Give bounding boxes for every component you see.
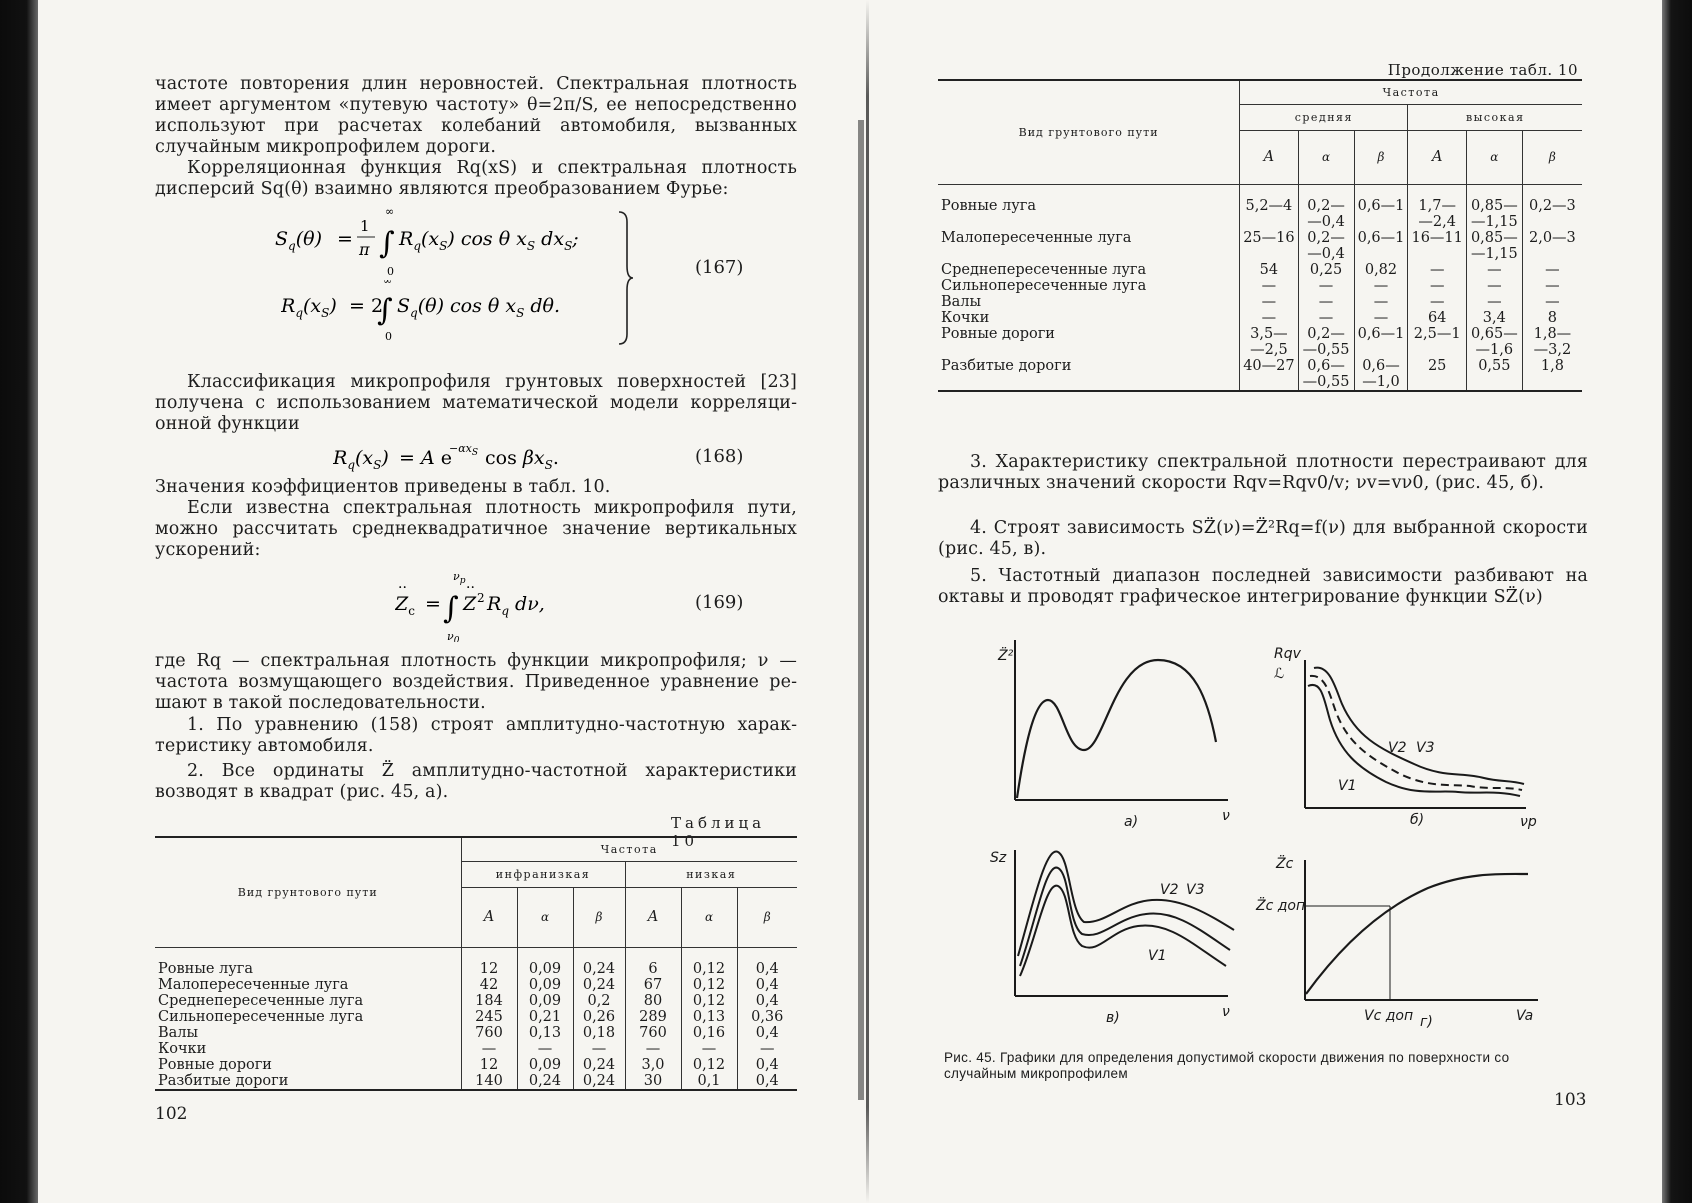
svg-text:∞: ∞ [385,207,395,218]
svg-text:π: π [359,240,370,259]
svg-text:Rq(xS): $R_q(x_S)$ [281,295,337,320]
panel-b-tag: б) [1410,812,1425,828]
page-gutter [866,0,869,1203]
table-cell: — [517,1041,573,1057]
table-10-col-header: α [517,887,573,947]
svg-text:··: ·· [398,580,407,596]
paragraph-3: Классификация микропрофиля грунтовых поверхностей [23] получена с использованием математической модели корреляционной функции [155,372,797,434]
row-label: Ровные луга [941,198,1037,214]
table-cell: 0,26 [573,1009,625,1025]
row-label: Сильнопересеченные луга [158,1009,364,1025]
table-10-body [155,947,797,1090]
figure-45-caption: Рис. 45. Графики для определения допустимой скорости движения по поверхности со случайным микропрофилем [944,1050,1510,1081]
table-10-sub-header-1: инфранизкая [461,861,625,887]
svg-text:0: 0 [387,265,394,277]
svg-text:=: = [425,593,441,615]
paragraph-1: частоте повторения длин неровностей. Спектральная плотность имеет аргументом «путевую частоту» θ=2π/S, ее непосредственно используют при расчетах колебаний автомобиля, вызванных случайным микропрофилем дороги. [155,74,797,157]
table-cell: — [625,1041,681,1057]
table-cell: — [1354,310,1408,326]
table-row [938,326,1582,358]
table-cell: — [1466,294,1522,310]
panel-d-xlabel: Va [1516,1008,1534,1024]
table-cell: 67 [625,977,681,993]
table-10c-col-header: α [1298,130,1354,184]
table-cell: 64 [1408,310,1466,326]
table-cell: — [573,1041,625,1057]
table-10-col-header: β [737,887,797,947]
panel-c-curve-v3 [1018,852,1234,956]
table-row [155,977,797,993]
table-row [938,230,1582,262]
fig45-panel-d [1255,855,1538,1030]
table-spacer [938,184,1582,198]
table-cell: 289 [625,1009,681,1025]
table-10c-col-header: A [1240,130,1298,184]
table-cell: — [1466,262,1522,278]
table-cell: — [1240,294,1298,310]
panel-c-tag: в) [1106,1010,1120,1026]
row-label: Среднепересеченные луга [158,993,364,1009]
table-row [155,961,797,977]
table-cell: 0,09 [517,977,573,993]
table-cell: 760 [461,1025,517,1041]
table-cell: 0,4 [737,993,797,1009]
panel-a-ylabel: Z̈² [998,648,1014,664]
panel-b-curve-v2 [1310,676,1522,790]
panel-b-label-v3: V3 [1416,740,1435,756]
row-label: Валы [941,294,982,310]
table-cell: 0,09 [517,1057,573,1073]
table-10c-rowlabel-header: Вид грунтового пути [938,80,1240,184]
formula-167-line2 [281,280,571,345]
table-10c-col-header: α [1466,130,1522,184]
paragraph-2: Корреляционная функция Rq(xS) и спектральная плотность дисперсий Sq(θ) взаимно являются преобразованием Фурье: [155,158,797,199]
table-10c-col-header: β [1354,130,1408,184]
table-cell: — [1354,294,1408,310]
svg-text:Rq dν,: $R_q$ dν, [487,593,545,618]
table-cell: 0,6—1 [1354,326,1408,358]
fig45-panel-a [997,640,1230,830]
panel-b-curve-v3 [1314,668,1524,784]
table-10c-body [938,184,1582,391]
table-cell: 0,6—1 [1354,230,1408,262]
svg-text:2: 2 [477,591,485,605]
table-cell: 0,2— —0,4 [1298,198,1354,230]
table-cell: — [1408,262,1466,278]
table-10 [155,836,797,1091]
panel-b-ylabel-mark: ℒ [1274,666,1285,682]
row-label: Разбитые дороги [158,1073,289,1089]
panel-d-ylabel: Z̈c [1276,856,1294,872]
row-label: Среднепересеченные луга [941,262,1147,278]
table-cell: 0,2— —0,4 [1298,230,1354,262]
table-cell: 0,12 [681,1057,737,1073]
table-cell: — [1240,278,1298,294]
table-cell: 0,4 [737,1025,797,1041]
svg-text:Zc: $Z_c$ [395,593,415,618]
table-cell: 40—27 [1240,358,1298,391]
formula-167-line1-glyphs [275,207,605,277]
scan-edge-right [1662,0,1692,1203]
table-row [938,294,1582,310]
table-cell: 0,6— —1,0 [1354,358,1408,391]
table-cell: 0,24 [573,1057,625,1073]
table-cell: 0,4 [737,977,797,993]
page-number-left: 102 [155,1104,188,1124]
table-10-col-header: A [461,887,517,947]
table-cell: 0,65— —1,6 [1466,326,1522,358]
table-10c-group-header: Частота [1240,80,1582,104]
table-cell: 6 [625,961,681,977]
table-cell: 30 [625,1073,681,1090]
panel-d-x-mark: Vc доп [1364,1008,1414,1024]
table-cell: 0,36 [737,1009,797,1025]
panel-a-xlabel: ν [1222,808,1230,824]
row-label: Сильнопересеченные луга [941,278,1147,294]
formula-168 [333,440,593,479]
fig45-panel-c [990,850,1234,1026]
table-row [938,358,1582,391]
table-cell: 16—11 [1408,230,1466,262]
table-row [938,310,1582,326]
table-row [155,1041,797,1057]
table-cell: 3,5— —2,5 [1240,326,1298,358]
table-cell: 12 [461,961,517,977]
table-cell: 0,2— —0,55 [1298,326,1354,358]
panel-d-curve [1306,874,1528,994]
table-10-col-header: A [625,887,681,947]
table-cell: 0,13 [517,1025,573,1041]
paragraph-r2: 4. Строят зависимость SZ̈(ν)=Z̈²Rq=f(ν) для выбранной скорости (рис. 45, в). [938,518,1588,559]
panel-b-xlabel: νp [1520,814,1537,830]
row-label: Малопересеченные луга [941,230,1132,246]
table-10c-col-header: β [1522,130,1582,184]
table-10-col-header: α [681,887,737,947]
table-10-sub-header-2: низкая [625,861,797,887]
table-cell: 0,24 [573,961,625,977]
table-10-col-header: β [573,887,625,947]
table-cell: 0,21 [517,1009,573,1025]
table-cell: 0,4 [737,1073,797,1090]
svg-text:0: 0 [385,330,392,340]
row-label: Разбитые дороги [941,358,1072,374]
formula-169 [395,572,575,647]
svg-text:νp: $\nu_p$ [453,572,466,586]
table-cell: 0,12 [681,961,737,977]
table-cell: 0,82 [1354,262,1408,278]
table-spacer [155,947,797,961]
left-page [155,0,797,1203]
table-10c-sub-header-1: средняя [1240,104,1408,130]
panel-b-label-v2: V2 [1388,740,1407,756]
formula-169-glyphs [395,572,575,642]
table-cell: 3,0 [625,1057,681,1073]
panel-c-ylabel: Sz [990,850,1007,866]
table-cell: 2,0—3 [1522,230,1582,262]
svg-text:··: ·· [466,580,475,596]
right-page [938,0,1588,1203]
svg-text:Rq(xS): $R_q(x_S)$ [333,447,389,472]
svg-text:1: 1 [360,217,370,235]
paragraph-6: где Rq — спектральная плотность функции микропрофиля; ν — частота возмущающего воздействия. Приведенное уравнение решают в такой последовательности. [155,651,797,713]
panel-b-label-v1: V1 [1338,778,1357,794]
panel-d-tag: г) [1420,1014,1433,1030]
table-cell: 0,16 [681,1025,737,1041]
panel-a-curve [1017,660,1216,798]
panel-a-tag: а) [1124,814,1139,830]
table-cell: 1,7— —2,4 [1408,198,1466,230]
paragraph-4: Значения коэффициентов приведены в табл. 10. [155,477,611,497]
table-cell: — [1298,294,1354,310]
scan-edge-left [0,0,38,1203]
figure-45 [938,640,1588,1070]
table-cell: 760 [625,1025,681,1041]
panel-c-label-v2: V2 [1160,882,1179,898]
panel-c-xlabel: ν [1222,1004,1230,1020]
svg-text:∫: ∫ [443,591,459,626]
page-number-right: 103 [1554,1090,1587,1110]
table-row [938,262,1582,278]
svg-text:ν0: $\nu_0$ [447,630,460,642]
table-cell: 0,6—1 [1354,198,1408,230]
table-10c-sub-header-2: высокая [1408,104,1582,130]
row-label: Ровные дороги [941,326,1055,342]
table-10-continuation [938,79,1582,392]
table-cell: — [737,1041,797,1057]
table-cell: — [1408,294,1466,310]
paragraph-7: 1. По уравнению (158) строят амплитудно-частотную характеристику автомобиля. [155,715,797,756]
row-label: Валы [158,1025,199,1041]
table-cell: 0,4 [737,1057,797,1073]
eq-number-168: (168) [695,446,744,467]
table-cell: 12 [461,1057,517,1073]
table-cell: 0,2—3 [1522,198,1582,230]
svg-text:Sq(θ) cos θ xS dθ.: $S_q(\theta)$ cos θ $x_S$ dθ. [397,295,561,320]
table-cell: 0,85— —1,15 [1466,230,1522,262]
table-cell: — [1522,294,1582,310]
table-cell: 0,55 [1466,358,1522,391]
paragraph-8: 2. Все ординаты Z̈ амплитудно-частотной характеристики возводят в квадрат (рис. 45, а). [155,761,797,802]
svg-text:Sq(θ): $S_q(\theta)$ [275,228,322,253]
panel-d-y-mark: Z̈c доп [1256,898,1306,914]
table-cell: 0,18 [573,1025,625,1041]
table-cell: 0,6— —0,55 [1298,358,1354,391]
table-row [155,1009,797,1025]
table-row [155,993,797,1009]
table-cell: 25—16 [1240,230,1298,262]
svg-text:cos βxS.: $\cos \beta x_S$. [485,447,559,472]
table-cell: 0,24 [517,1073,573,1090]
table-cell: 0,09 [517,961,573,977]
table-cell: 2,5—1 [1408,326,1466,358]
gutter-shadow [858,120,864,1100]
row-label: Малопересеченные луга [158,977,349,993]
paragraph-r3: 5. Частотный диапазон последней зависимости разбивают на октавы и проводят графическое интегрирование функции SZ̈(ν) [938,566,1588,607]
table-row [155,1057,797,1073]
fig45-panel-b [1274,646,1537,830]
table-cell: — [1466,278,1522,294]
table-cell: 25 [1408,358,1466,391]
table-cell: 0,12 [681,993,737,1009]
row-label: Ровные луга [158,961,254,977]
table-row [938,278,1582,294]
table-10-caption: Таблица 10 [671,814,766,850]
svg-text:Rq(xS) cos θ xS dxS;: $R_q(x_S)$ cos θ $x_S$ $dx_S$; [399,228,579,253]
svg-text:−αxS: $-\alpha x_S$ [449,442,479,458]
row-label: Кочки [158,1041,207,1057]
panel-c-label-v3: V3 [1186,882,1205,898]
table-cell: 0,13 [681,1009,737,1025]
table-cell: 0,09 [517,993,573,1009]
table-cell: 0,1 [681,1073,737,1090]
table-10-group-header: Частота [461,837,797,861]
svg-text:= 2: = 2 [349,295,384,317]
eq-number-169: (169) [695,592,744,613]
svg-text:=: = [337,228,353,250]
table-cell: 0,24 [573,1073,625,1090]
table-cell: 3,4 [1466,310,1522,326]
table-continuation-caption: Продолжение табл. 10 [1387,61,1578,79]
panel-b-ylabel: Rqv [1274,646,1301,662]
row-label: Ровные дороги [158,1057,272,1073]
table-cell: — [1298,278,1354,294]
svg-text:∫: ∫ [379,226,395,261]
table-row [155,1025,797,1041]
paragraph-5: Если известна спектральная плотность микропрофиля пути, можно рассчитать среднеквадратичное значение вертикальных ускорений: [155,498,797,560]
table-cell: 80 [625,993,681,1009]
table-cell: — [681,1041,737,1057]
formula-168-glyphs [333,440,593,474]
table-cell: 245 [461,1009,517,1025]
formula-167-line2-glyphs [281,280,571,340]
table-row [938,198,1582,230]
table-cell: 0,85— —1,15 [1466,198,1522,230]
table-cell: — [1240,310,1298,326]
table-10-rowlabel-header: Вид грунтового пути [155,837,461,947]
table-cell: — [1298,310,1354,326]
panel-c-label-v1: V1 [1148,948,1167,964]
formula-167-line1 [275,207,605,282]
panel-c-curve-v1 [1020,886,1226,976]
table-cell: 1,8— —3,2 [1522,326,1582,358]
table-cell: — [1522,278,1582,294]
table-cell: 42 [461,977,517,993]
table-cell: 54 [1240,262,1298,278]
table-row [155,1073,797,1090]
table-cell: 0,24 [573,977,625,993]
table-cell: — [1354,278,1408,294]
svg-text:= A e: = A e [399,447,452,469]
table-cell: — [1522,262,1582,278]
table-10c-col-header: A [1408,130,1466,184]
table-cell: 184 [461,993,517,1009]
svg-text:Z: Z [463,593,477,615]
table-cell: 5,2—4 [1240,198,1298,230]
svg-text:∞: ∞ [383,280,393,287]
table-cell: — [461,1041,517,1057]
row-label: Кочки [941,310,990,326]
formula-brace [615,208,635,348]
eq-number-167: (167) [695,257,744,278]
paragraph-r1: 3. Характеристику спектральной плотности перестраивают для различных значений скорости Rqv=Rqv0/v; νv=vν0, (рис. 45, б). [938,452,1588,493]
table-cell: 0,2 [573,993,625,1009]
table-cell: 8 [1522,310,1582,326]
table-cell: 0,4 [737,961,797,977]
table-cell: 1,8 [1522,358,1582,391]
table-cell: 0,12 [681,977,737,993]
table-cell: — [1408,278,1466,294]
table-cell: 140 [461,1073,517,1090]
svg-text:∫: ∫ [377,293,393,328]
table-cell: 0,25 [1298,262,1354,278]
